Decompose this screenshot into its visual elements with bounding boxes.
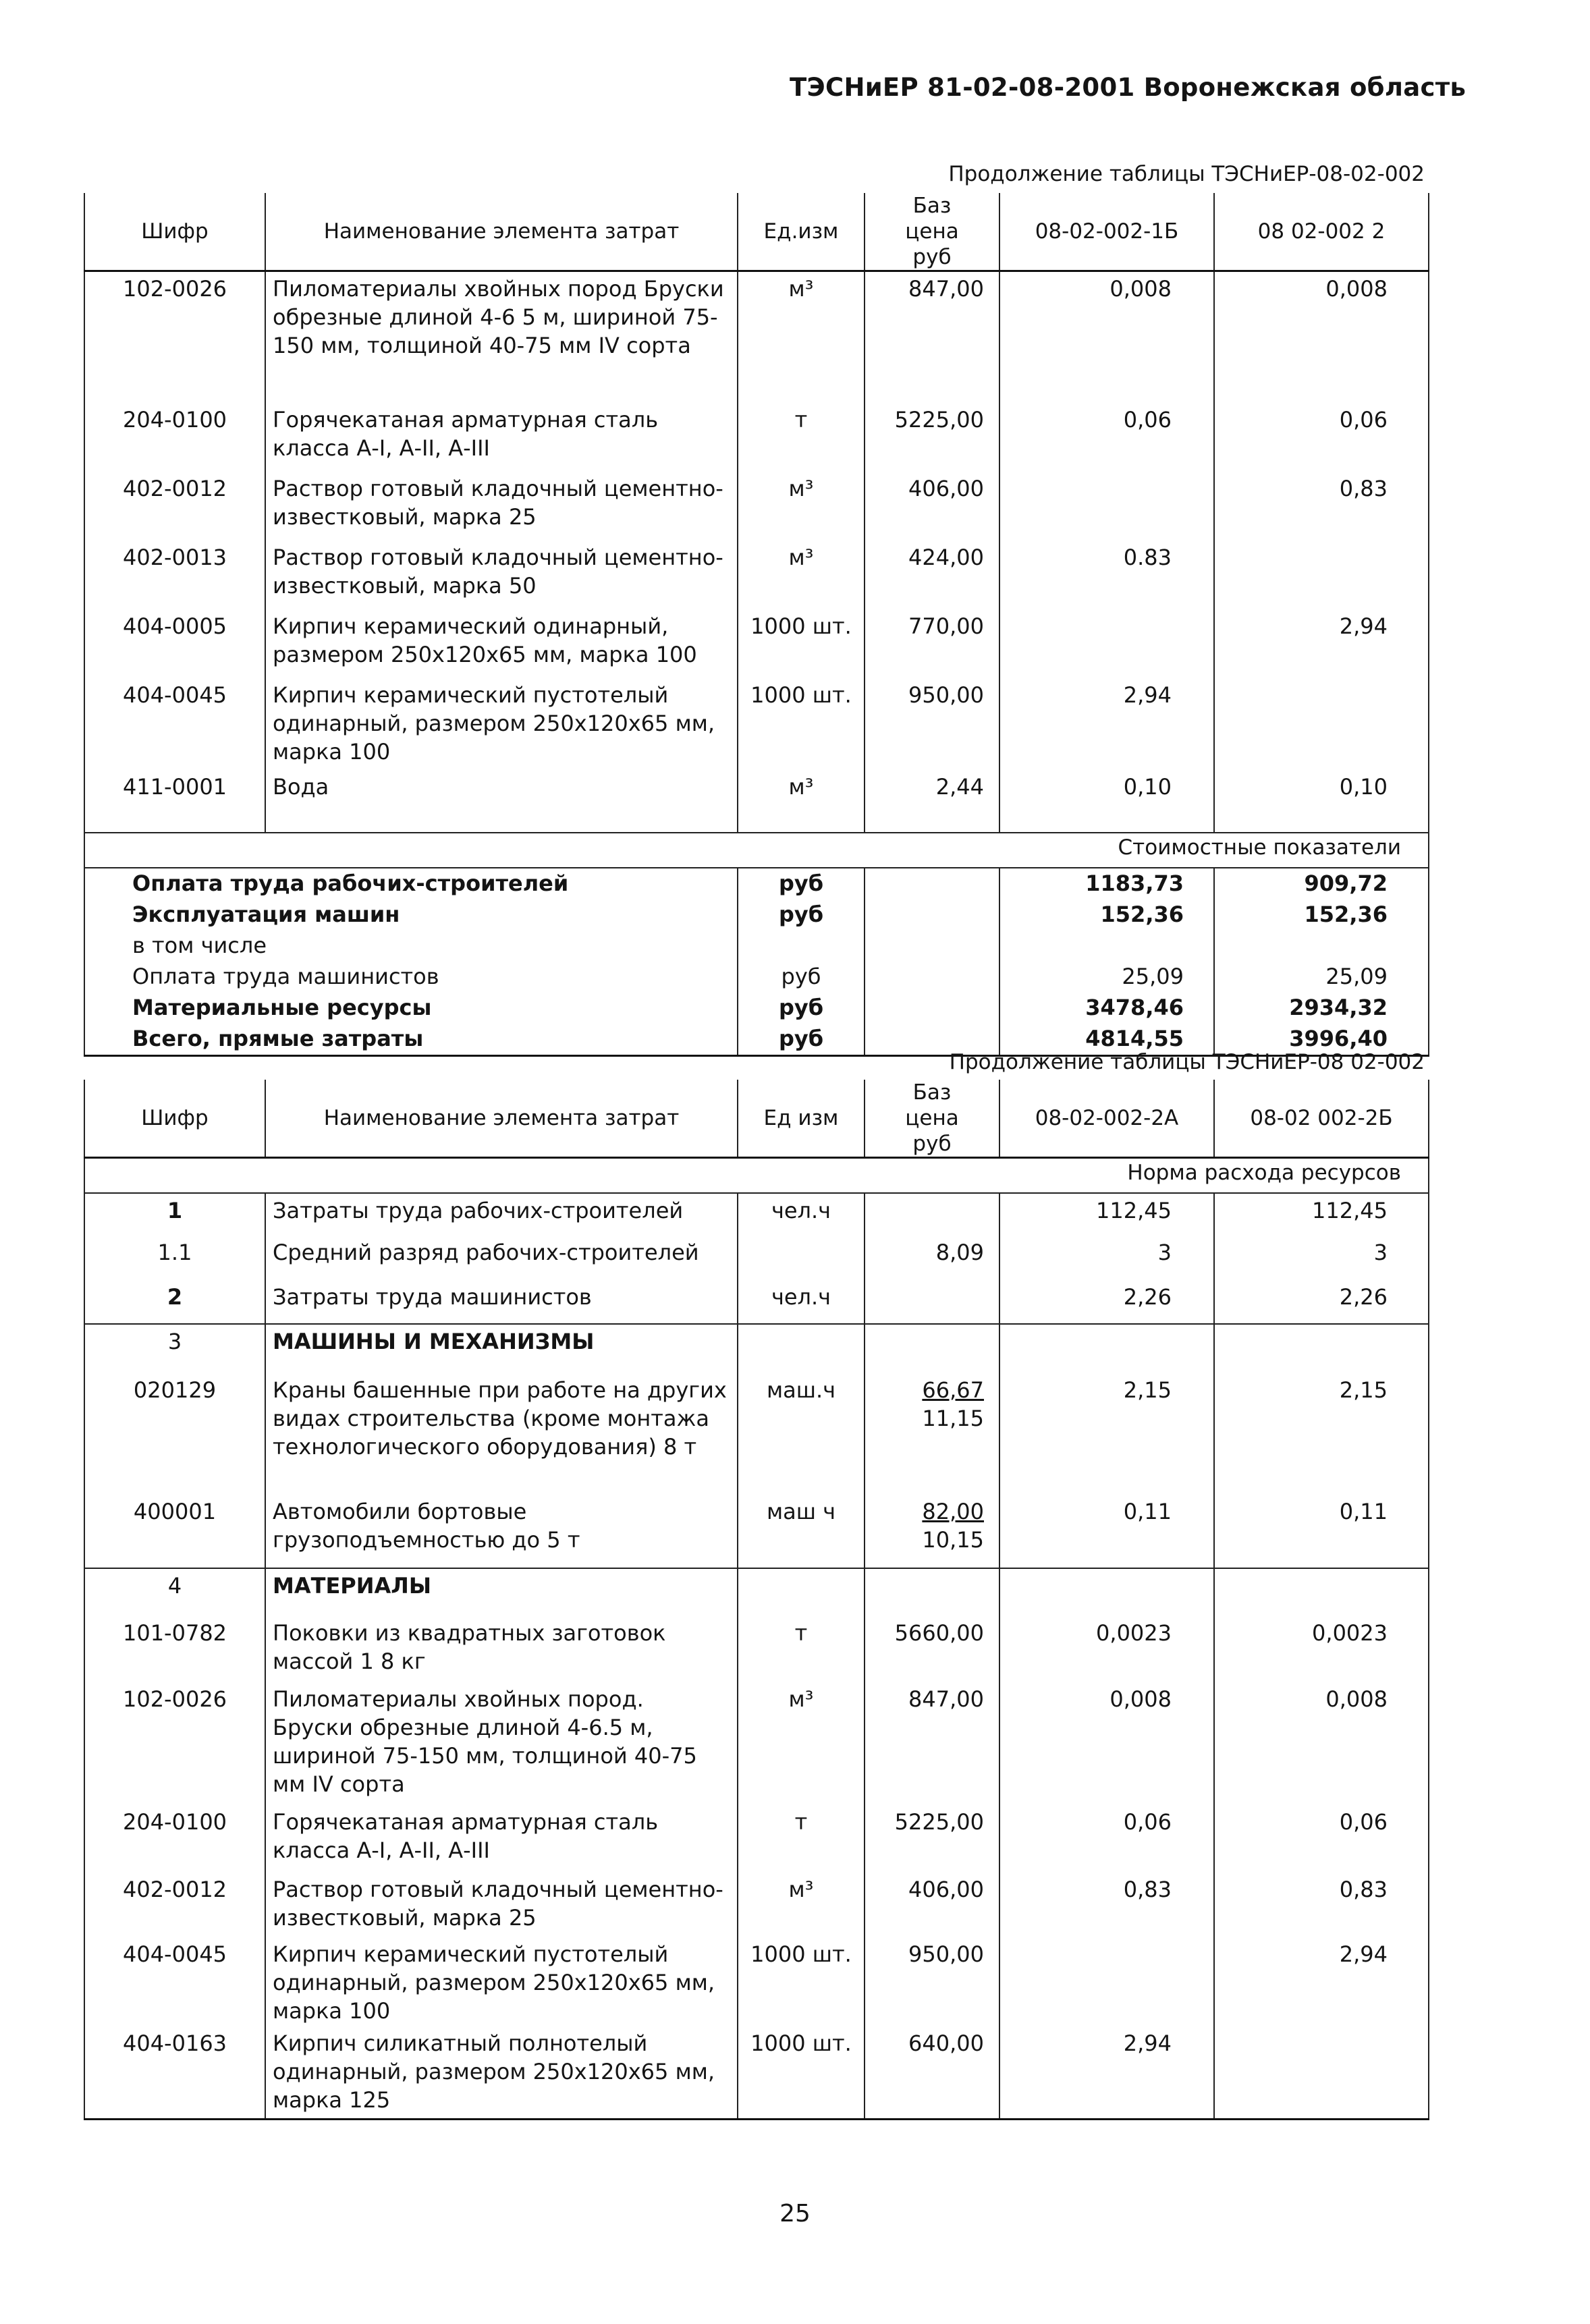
table-cell: 402-0013 xyxy=(84,541,265,609)
document-header: ТЭСНиЕР 81-02-08-2001 Воронежская область xyxy=(790,73,1466,102)
table-cell xyxy=(1214,2026,1429,2120)
table-row xyxy=(84,1873,1429,1937)
page-number: 25 xyxy=(779,2200,811,2228)
price-value: 406,00 xyxy=(908,1877,984,1902)
table-cell: Вода xyxy=(265,770,738,833)
table-cell: 402-0012 xyxy=(84,472,265,541)
table-cell xyxy=(738,1568,865,1616)
table-cell: 2,15 xyxy=(999,1373,1214,1495)
table-row xyxy=(84,403,1429,472)
price-value: 950,00 xyxy=(908,1941,984,1967)
table-row xyxy=(84,770,1429,833)
table-cell: МАТЕРИАЛЫ xyxy=(265,1568,738,1616)
table-cell: 400001 xyxy=(84,1495,265,1568)
table-cell: 25,09 xyxy=(999,962,1214,993)
price-value: 847,00 xyxy=(908,1686,984,1712)
table-cell xyxy=(865,1495,999,1568)
table-cell xyxy=(865,993,999,1024)
table-cell xyxy=(865,1280,999,1324)
table-cell: 204-0100 xyxy=(84,403,265,472)
table-cell xyxy=(865,1373,999,1495)
price-value: 950,00 xyxy=(908,682,984,708)
table-cell: Горячекатаная арматурная сталь класса А-I, А-II, А-III xyxy=(265,403,738,472)
table-cell xyxy=(865,609,999,678)
table-cell: 3 xyxy=(999,1236,1214,1280)
price-value-secondary: 10,15 xyxy=(922,1527,984,1553)
table-cell xyxy=(865,271,999,404)
table-cell: 402-0012 xyxy=(84,1873,265,1937)
table-cell: Кирпич керамический пустотелый одинарный, размером 250x120x65 мм, марка 100 xyxy=(265,678,738,770)
table-cell: Кирпич керамический пустотелый одинарный, размером 250x120x65 мм, марка 100 xyxy=(265,1937,738,2026)
table-cell xyxy=(865,1682,999,1805)
table-cell xyxy=(738,1324,865,1373)
table-cell: 0,008 xyxy=(1214,1682,1429,1805)
table-cell xyxy=(999,931,1214,962)
table-row xyxy=(84,541,1429,609)
table-row xyxy=(84,1682,1429,1805)
col-header: Ед.изм xyxy=(738,193,865,271)
table-cell xyxy=(865,1568,999,1616)
table-cell: МАШИНЫ И МЕХАНИЗМЫ xyxy=(265,1324,738,1373)
table2-continuation-caption: Продолжение таблицы ТЭСНиЕР-08 02-002 xyxy=(949,1050,1425,1074)
price-value: 847,00 xyxy=(908,276,984,302)
table-cell: Норма расхода ресурсов xyxy=(84,1158,1429,1194)
table-cell: 0,10 xyxy=(999,770,1214,833)
table-cell: 204-0100 xyxy=(84,1805,265,1873)
table-cell: 2,94 xyxy=(999,678,1214,770)
table-cell: Автомобили бортовые грузоподъемностью до 5 т xyxy=(265,1495,738,1568)
table-cell: 152,36 xyxy=(1214,900,1429,931)
table-cell: 0,0023 xyxy=(1214,1616,1429,1682)
table-cell: 0,008 xyxy=(1214,271,1429,404)
table-cell: м³ xyxy=(738,1682,865,1805)
table1-continuation-caption: Продолжение таблицы ТЭСНиЕР-08-02-002 xyxy=(948,162,1425,186)
table-row xyxy=(84,1937,1429,2026)
table-cell: 0,008 xyxy=(999,271,1214,404)
price-value: 424,00 xyxy=(908,545,984,570)
table-cell: т xyxy=(738,1616,865,1682)
table-cell: Раствор готовый кладочный цементно-известковый, марка 25 xyxy=(265,1873,738,1937)
table-row xyxy=(84,1236,1429,1280)
table-cell: Материальные ресурсы xyxy=(84,993,738,1024)
price-value-secondary: 11,15 xyxy=(922,1406,984,1431)
table-row xyxy=(84,609,1429,678)
table-cell xyxy=(865,1937,999,2026)
table-cell xyxy=(1214,541,1429,609)
table-cell: 0,83 xyxy=(1214,1873,1429,1937)
table-cell: Краны башенные при работе на других видах строительства (кроме монтажа технологического оборудования) 8 т xyxy=(265,1373,738,1495)
table-cell xyxy=(1214,931,1429,962)
table-cell: м³ xyxy=(738,770,865,833)
table-cell: 102-0026 xyxy=(84,1682,265,1805)
table-cell: руб xyxy=(738,993,865,1024)
table-cell xyxy=(865,678,999,770)
table-cell: 404-0045 xyxy=(84,678,265,770)
table-cell xyxy=(1214,678,1429,770)
table-cell xyxy=(865,403,999,472)
table-cell: руб xyxy=(738,962,865,993)
table-cell: Кирпич керамический одинарный, размером 250x120x65 мм, марка 100 xyxy=(265,609,738,678)
table-cell xyxy=(999,609,1214,678)
table-cell: Оплата труда машинистов xyxy=(84,962,738,993)
table-cell xyxy=(865,900,999,931)
table-cell: 0,06 xyxy=(999,1805,1214,1873)
table-cell: руб xyxy=(738,900,865,931)
table-cell: 3 xyxy=(1214,1236,1429,1280)
table-cell: 2,15 xyxy=(1214,1373,1429,1495)
table-cell: чел.ч xyxy=(738,1280,865,1324)
table-cell: 3478,46 xyxy=(999,993,1214,1024)
table-cell: м³ xyxy=(738,1873,865,1937)
table-cell xyxy=(999,1568,1214,1616)
table-cell: т xyxy=(738,1805,865,1873)
table1 xyxy=(84,193,1429,1057)
table-cell xyxy=(865,541,999,609)
table-cell xyxy=(865,1873,999,1937)
table-cell xyxy=(865,868,999,900)
table-cell xyxy=(865,1616,999,1682)
table-cell: 112,45 xyxy=(999,1193,1214,1236)
table-cell: Оплата труда рабочих-строителей xyxy=(84,868,738,900)
table-cell: руб xyxy=(738,868,865,900)
table-cell: 2,26 xyxy=(999,1280,1214,1324)
table-cell: 2,94 xyxy=(1214,609,1429,678)
table-cell: 2 xyxy=(84,1280,265,1324)
table-cell xyxy=(865,472,999,541)
table-cell xyxy=(738,1236,865,1280)
table-cell xyxy=(865,770,999,833)
summary-row xyxy=(84,993,1429,1024)
table-cell: т xyxy=(738,403,865,472)
table-cell: Раствор готовый кладочный цементно-известковый, марка 25 xyxy=(265,472,738,541)
table-cell: 1000 шт. xyxy=(738,1937,865,2026)
table-cell: 112,45 xyxy=(1214,1193,1429,1236)
table-cell: маш.ч xyxy=(738,1373,865,1495)
table-cell: чел.ч xyxy=(738,1193,865,1236)
table-cell: Всего, прямые затраты xyxy=(84,1024,738,1056)
price-value: 640,00 xyxy=(908,2030,984,2056)
table-cell xyxy=(865,1193,999,1236)
table-cell: маш ч xyxy=(738,1495,865,1568)
table-cell: 0,06 xyxy=(999,403,1214,472)
table-cell: Пиломатериалы хвойных пород. Бруски обрезные длиной 4-6.5 м, шириной 75-150 мм, толщиной 40-75 мм IV сорта xyxy=(265,1682,738,1805)
table-row xyxy=(84,271,1429,404)
table2 xyxy=(84,1080,1429,2120)
table-cell: 909,72 xyxy=(1214,868,1429,900)
table-cell: 0,11 xyxy=(999,1495,1214,1568)
table-cell: м³ xyxy=(738,271,865,404)
col-header: Наименование элемента затрат xyxy=(265,193,738,271)
price-value: 82,00 xyxy=(922,1499,984,1524)
table-cell: 0.83 xyxy=(999,541,1214,609)
table-row xyxy=(84,1805,1429,1873)
table-row xyxy=(84,1373,1429,1495)
summary-row xyxy=(84,900,1429,931)
table-cell: 25,09 xyxy=(1214,962,1429,993)
table-cell xyxy=(999,1937,1214,2026)
price-value: 770,00 xyxy=(908,613,984,639)
col-header: Наименование элемента затрат xyxy=(265,1080,738,1158)
col-header: 08-02 002-2Б xyxy=(1214,1080,1429,1158)
table-row xyxy=(84,2026,1429,2120)
table-cell xyxy=(865,2026,999,2120)
table-cell: 0,06 xyxy=(1214,403,1429,472)
summary-row xyxy=(84,868,1429,900)
table-cell xyxy=(865,962,999,993)
summary-row xyxy=(84,962,1429,993)
col-header: Ед изм xyxy=(738,1080,865,1158)
table-cell xyxy=(865,1236,999,1280)
table-cell xyxy=(999,1324,1214,1373)
table-row xyxy=(84,1280,1429,1324)
table-cell xyxy=(1214,1324,1429,1373)
table-cell: 4 xyxy=(84,1568,265,1616)
col-header: Баз цена руб xyxy=(865,1080,999,1158)
table-cell: 4814,55 xyxy=(999,1024,1214,1056)
table-cell: 0,11 xyxy=(1214,1495,1429,1568)
table-cell: 2,26 xyxy=(1214,1280,1429,1324)
table-row xyxy=(84,1193,1429,1236)
table-cell: 3 xyxy=(84,1324,265,1373)
table-cell: 0,83 xyxy=(999,1873,1214,1937)
table1-header-row xyxy=(84,193,1429,271)
table-cell: 0,0023 xyxy=(999,1616,1214,1682)
table-row xyxy=(84,1568,1429,1616)
col-header: 08-02-002-2А xyxy=(999,1080,1214,1158)
table-cell: 101-0782 xyxy=(84,1616,265,1682)
table2-header-row xyxy=(84,1080,1429,1158)
table-cell: 1000 шт. xyxy=(738,609,865,678)
price-value: 5225,00 xyxy=(894,407,984,433)
table-cell: 404-0045 xyxy=(84,1937,265,2026)
price-value: 5225,00 xyxy=(894,1809,984,1835)
price-value: 5660,00 xyxy=(894,1620,984,1646)
price-value: 66,67 xyxy=(922,1377,984,1403)
table-cell: 102-0026 xyxy=(84,271,265,404)
table-cell: 404-0005 xyxy=(84,609,265,678)
col-header: 08-02-002-1Б xyxy=(999,193,1214,271)
table-cell: м³ xyxy=(738,472,865,541)
price-value: 2,44 xyxy=(935,774,984,800)
table-cell: 2934,32 xyxy=(1214,993,1429,1024)
table-cell: 1183,73 xyxy=(999,868,1214,900)
col-header: Шифр xyxy=(84,1080,265,1158)
table-cell: 1 xyxy=(84,1193,265,1236)
table-cell: 0,10 xyxy=(1214,770,1429,833)
price-value: 406,00 xyxy=(908,476,984,501)
table-cell: 0,83 xyxy=(1214,472,1429,541)
table-cell xyxy=(865,1324,999,1373)
table-cell xyxy=(865,1805,999,1873)
table-cell xyxy=(1214,1568,1429,1616)
price-value: 8,09 xyxy=(935,1240,984,1265)
table-cell: 404-0163 xyxy=(84,2026,265,2120)
table-cell: Стоимостные показатели xyxy=(84,833,1429,868)
table-cell: 1000 шт. xyxy=(738,2026,865,2120)
col-header: Шифр xyxy=(84,193,265,271)
table-cell: Горячекатаная арматурная сталь класса А-I, А-II, А-III xyxy=(265,1805,738,1873)
table-cell: 2,94 xyxy=(1214,1937,1429,2026)
table-cell: Раствор готовый кладочный цементно-известковый, марка 50 xyxy=(265,541,738,609)
table-cell: 2,94 xyxy=(999,2026,1214,2120)
table-row xyxy=(84,1324,1429,1373)
table-cell: Средний разряд рабочих-строителей xyxy=(265,1236,738,1280)
table-cell xyxy=(738,931,865,962)
table-cell: Поковки из квадратных заготовок массой 1 8 кг xyxy=(265,1616,738,1682)
table-cell: Затраты труда рабочих-строителей xyxy=(265,1193,738,1236)
section-row xyxy=(84,1158,1429,1194)
table-cell: м³ xyxy=(738,541,865,609)
table-row xyxy=(84,1495,1429,1568)
table-cell: в том числе xyxy=(84,931,738,962)
col-header: Баз цена руб xyxy=(865,193,999,271)
table-cell: Пиломатериалы хвойных пород Бруски обрезные длиной 4-6 5 м, шириной 75-150 мм, толщиной 40-75 мм IV сорта xyxy=(265,271,738,404)
table-cell xyxy=(865,931,999,962)
table-cell: Эксплуатация машин xyxy=(84,900,738,931)
table-row xyxy=(84,678,1429,770)
summary-row xyxy=(84,931,1429,962)
table-cell: Кирпич силикатный полнотелый одинарный, размером 250x120x65 мм, марка 125 xyxy=(265,2026,738,2120)
table-cell: руб xyxy=(738,1024,865,1056)
table-cell: 3996,40 xyxy=(1214,1024,1429,1056)
section-row xyxy=(84,833,1429,868)
table-cell: 0,008 xyxy=(999,1682,1214,1805)
table-cell: 1000 шт. xyxy=(738,678,865,770)
table-cell: 152,36 xyxy=(999,900,1214,931)
table-cell xyxy=(999,472,1214,541)
table-cell: 0,06 xyxy=(1214,1805,1429,1873)
table-cell: 1.1 xyxy=(84,1236,265,1280)
col-header: 08 02-002 2 xyxy=(1214,193,1429,271)
table-row xyxy=(84,1616,1429,1682)
table-cell: Затраты труда машинистов xyxy=(265,1280,738,1324)
table-row xyxy=(84,472,1429,541)
table-cell: 411-0001 xyxy=(84,770,265,833)
table-cell: 020129 xyxy=(84,1373,265,1495)
